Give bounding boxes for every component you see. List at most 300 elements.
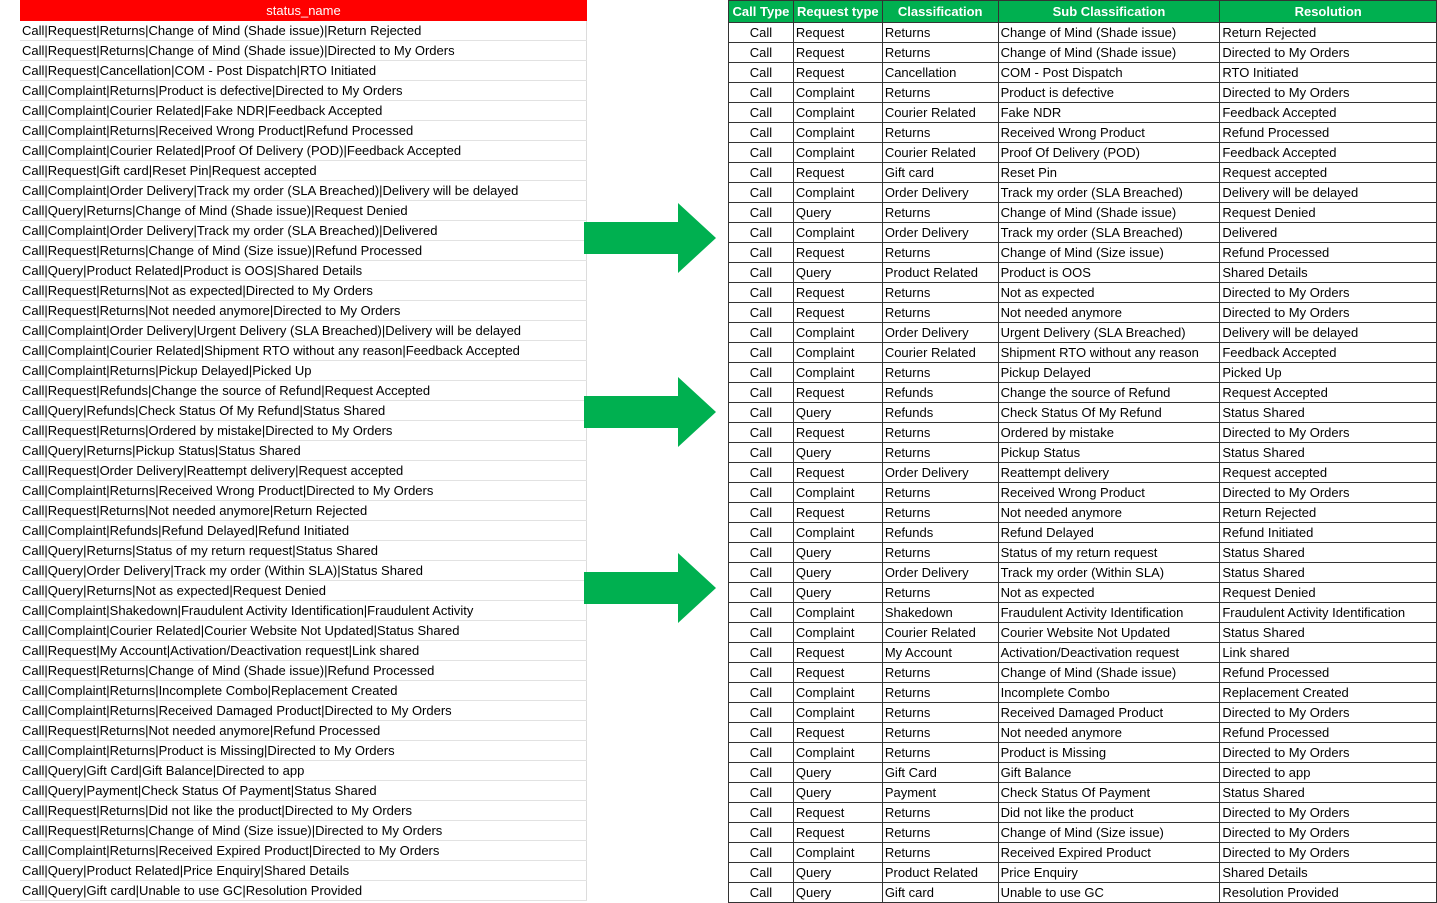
classification-cell[interactable]: Returns bbox=[882, 703, 998, 723]
classification-cell[interactable]: Returns bbox=[882, 303, 998, 323]
resolution-cell[interactable]: Status Shared bbox=[1220, 543, 1437, 563]
call-type-cell[interactable]: Call bbox=[729, 383, 794, 403]
resolution-cell[interactable]: Request Accepted bbox=[1220, 383, 1437, 403]
request-type-cell[interactable]: Request bbox=[793, 503, 882, 523]
sub-classification-cell[interactable]: Not needed anymore bbox=[998, 723, 1220, 743]
table-row bbox=[729, 643, 1437, 663]
classification-cell[interactable]: Gift card bbox=[882, 163, 998, 183]
status-name-cell[interactable]: Call|Query|Gift Card|Gift Balance|Directed to app bbox=[20, 761, 587, 781]
sub-classification-cell[interactable]: Proof Of Delivery (POD) bbox=[998, 143, 1220, 163]
table-row bbox=[729, 103, 1437, 123]
classification-cell[interactable]: Returns bbox=[882, 543, 998, 563]
call-type-cell[interactable]: Call bbox=[729, 63, 794, 83]
request-type-cell[interactable]: Complaint bbox=[793, 103, 882, 123]
classification-cell[interactable]: Refunds bbox=[882, 403, 998, 423]
request-type-cell[interactable]: Request bbox=[793, 723, 882, 743]
sub-classification-cell[interactable]: Change of Mind (Shade issue) bbox=[998, 663, 1220, 683]
status-name-cell[interactable]: Call|Request|Order Delivery|Reattempt delivery|Request accepted bbox=[20, 461, 587, 481]
resolution-cell[interactable]: Shared Details bbox=[1220, 863, 1437, 883]
status-name-cell[interactable]: Call|Complaint|Refunds|Refund Delayed|Refund Initiated bbox=[20, 521, 587, 541]
status-name-cell[interactable]: Call|Complaint|Courier Related|Proof Of Delivery (POD)|Feedback Accepted bbox=[20, 141, 587, 161]
resolution-cell[interactable]: Request Denied bbox=[1220, 203, 1437, 223]
call-type-cell[interactable]: Call bbox=[729, 343, 794, 363]
resolution-cell[interactable]: Directed to My Orders bbox=[1220, 703, 1437, 723]
call-type-cell[interactable]: Call bbox=[729, 583, 794, 603]
resolution-cell[interactable]: Return Rejected bbox=[1220, 23, 1437, 43]
call-type-cell[interactable]: Call bbox=[729, 563, 794, 583]
table-body bbox=[729, 23, 1437, 903]
request-type-cell[interactable]: Request bbox=[793, 163, 882, 183]
call-type-cell[interactable]: Call bbox=[729, 503, 794, 523]
classification-cell[interactable]: Order Delivery bbox=[882, 223, 998, 243]
resolution-cell[interactable]: Request accepted bbox=[1220, 463, 1437, 483]
request-type-cell[interactable]: Query bbox=[793, 263, 882, 283]
status-name-cell[interactable]: Call|Complaint|Returns|Received Wrong Product|Directed to My Orders bbox=[20, 481, 587, 501]
status-name-cell[interactable]: Call|Complaint|Returns|Incomplete Combo|Replacement Created bbox=[20, 681, 587, 701]
status-name-cell[interactable]: Call|Complaint|Returns|Product is Missing|Directed to My Orders bbox=[20, 741, 587, 761]
resolution-cell[interactable]: Request accepted bbox=[1220, 163, 1437, 183]
request-type-cell[interactable]: Query bbox=[793, 563, 882, 583]
status-name-cell[interactable]: Call|Request|Returns|Not needed anymore|Refund Processed bbox=[20, 721, 587, 741]
request-type-cell[interactable]: Query bbox=[793, 443, 882, 463]
sub-classification-cell[interactable]: Received Wrong Product bbox=[998, 123, 1220, 143]
resolution-cell[interactable]: Directed to My Orders bbox=[1220, 303, 1437, 323]
call-type-cell[interactable]: Call bbox=[729, 803, 794, 823]
classification-cell[interactable]: Returns bbox=[882, 123, 998, 143]
request-type-cell[interactable]: Request bbox=[793, 823, 882, 843]
classification-cell[interactable]: Order Delivery bbox=[882, 183, 998, 203]
classification-cell[interactable]: Refunds bbox=[882, 523, 998, 543]
classification-cell[interactable]: Returns bbox=[882, 43, 998, 63]
classification-cell[interactable]: Returns bbox=[882, 203, 998, 223]
call-type-cell[interactable]: Call bbox=[729, 323, 794, 343]
sub-classification-cell[interactable]: Received Damaged Product bbox=[998, 703, 1220, 723]
call-type-cell[interactable]: Call bbox=[729, 403, 794, 423]
sub-classification-cell[interactable]: Shipment RTO without any reason bbox=[998, 343, 1220, 363]
call-type-cell[interactable]: Call bbox=[729, 223, 794, 243]
header-classification[interactable]: Classification bbox=[882, 1, 998, 23]
request-type-cell[interactable]: Request bbox=[793, 303, 882, 323]
table-row bbox=[729, 763, 1437, 783]
call-type-cell[interactable]: Call bbox=[729, 603, 794, 623]
resolution-cell[interactable]: Feedback Accepted bbox=[1220, 343, 1437, 363]
sub-classification-cell[interactable]: Pickup Status bbox=[998, 443, 1220, 463]
call-type-cell[interactable]: Call bbox=[729, 863, 794, 883]
status-name-cell[interactable]: Call|Query|Returns|Status of my return request|Status Shared bbox=[20, 541, 587, 561]
classification-cell[interactable]: My Account bbox=[882, 643, 998, 663]
status-name-cell[interactable]: Call|Complaint|Courier Related|Courier Website Not Updated|Status Shared bbox=[20, 621, 587, 641]
call-type-cell[interactable]: Call bbox=[729, 823, 794, 843]
status-name-cell[interactable]: Call|Request|Refunds|Change the source of Refund|Request Accepted bbox=[20, 381, 587, 401]
table-row bbox=[729, 603, 1437, 623]
sub-classification-cell[interactable]: Ordered by mistake bbox=[998, 423, 1220, 443]
call-type-cell[interactable]: Call bbox=[729, 543, 794, 563]
status-name-cell[interactable]: Call|Query|Returns|Not as expected|Request Denied bbox=[20, 581, 587, 601]
classification-cell[interactable]: Returns bbox=[882, 23, 998, 43]
status-name-cell[interactable]: Call|Request|Returns|Change of Mind (Shade issue)|Directed to My Orders bbox=[20, 41, 587, 61]
sub-classification-cell[interactable]: Incomplete Combo bbox=[998, 683, 1220, 703]
request-type-cell[interactable]: Query bbox=[793, 763, 882, 783]
sub-classification-cell[interactable]: Track my order (Within SLA) bbox=[998, 563, 1220, 583]
resolution-cell[interactable]: Resolution Provided bbox=[1220, 883, 1437, 903]
call-type-cell[interactable]: Call bbox=[729, 123, 794, 143]
call-type-cell[interactable]: Call bbox=[729, 843, 794, 863]
resolution-cell[interactable]: Delivered bbox=[1220, 223, 1437, 243]
call-type-cell[interactable]: Call bbox=[729, 523, 794, 543]
classification-cell[interactable]: Courier Related bbox=[882, 143, 998, 163]
classification-cell[interactable]: Payment bbox=[882, 783, 998, 803]
request-type-cell[interactable]: Complaint bbox=[793, 683, 882, 703]
sub-classification-cell[interactable]: Not as expected bbox=[998, 583, 1220, 603]
table-row bbox=[729, 843, 1437, 863]
classification-cell[interactable]: Gift Card bbox=[882, 763, 998, 783]
call-type-cell[interactable]: Call bbox=[729, 203, 794, 223]
resolution-cell[interactable]: Refund Processed bbox=[1220, 243, 1437, 263]
request-type-cell[interactable]: Complaint bbox=[793, 483, 882, 503]
status-name-cell[interactable]: Call|Query|Returns|Change of Mind (Shade issue)|Request Denied bbox=[20, 201, 587, 221]
call-type-cell[interactable]: Call bbox=[729, 783, 794, 803]
status-name-cell[interactable]: Call|Request|Returns|Change of Mind (Size issue)|Directed to My Orders bbox=[20, 821, 587, 841]
request-type-cell[interactable]: Complaint bbox=[793, 323, 882, 343]
classification-cell[interactable]: Product Related bbox=[882, 263, 998, 283]
table-row bbox=[729, 303, 1437, 323]
call-type-cell[interactable]: Call bbox=[729, 763, 794, 783]
classification-cell[interactable]: Returns bbox=[882, 663, 998, 683]
header-sub-classification[interactable]: Sub Classification bbox=[998, 1, 1220, 23]
call-type-cell[interactable]: Call bbox=[729, 463, 794, 483]
call-type-cell[interactable]: Call bbox=[729, 283, 794, 303]
status-name-cell[interactable]: Call|Request|Gift card|Reset Pin|Request accepted bbox=[20, 161, 587, 181]
request-type-cell[interactable]: Complaint bbox=[793, 843, 882, 863]
sub-classification-cell[interactable]: Fake NDR bbox=[998, 103, 1220, 123]
status-name-cell[interactable]: Call|Complaint|Order Delivery|Urgent Delivery (SLA Breached)|Delivery will be delayed bbox=[20, 321, 587, 341]
header-request-type[interactable]: Request type bbox=[793, 1, 882, 23]
call-type-cell[interactable]: Call bbox=[729, 103, 794, 123]
status-name-cell[interactable]: Call|Complaint|Returns|Product is defective|Directed to My Orders bbox=[20, 81, 587, 101]
classification-cell[interactable]: Returns bbox=[882, 363, 998, 383]
resolution-cell[interactable]: Fraudulent Activity Identification bbox=[1220, 603, 1437, 623]
call-type-cell[interactable]: Call bbox=[729, 663, 794, 683]
sub-classification-cell[interactable]: Check Status Of Payment bbox=[998, 783, 1220, 803]
classification-cell[interactable]: Returns bbox=[882, 723, 998, 743]
classification-cell[interactable]: Returns bbox=[882, 443, 998, 463]
arrow-right-icon bbox=[584, 553, 718, 623]
resolution-cell[interactable]: Status Shared bbox=[1220, 623, 1437, 643]
sub-classification-cell[interactable]: Change the source of Refund bbox=[998, 383, 1220, 403]
status-name-cell[interactable]: Call|Query|Returns|Pickup Status|Status Shared bbox=[20, 441, 587, 461]
header-call-type[interactable]: Call Type bbox=[729, 1, 794, 23]
classification-cell[interactable]: Returns bbox=[882, 803, 998, 823]
sub-classification-cell[interactable]: Product is Missing bbox=[998, 743, 1220, 763]
call-type-cell[interactable]: Call bbox=[729, 623, 794, 643]
request-type-cell[interactable]: Request bbox=[793, 243, 882, 263]
request-type-cell[interactable]: Query bbox=[793, 783, 882, 803]
request-type-cell[interactable]: Request bbox=[793, 383, 882, 403]
classification-cell[interactable]: Returns bbox=[882, 823, 998, 843]
sub-classification-cell[interactable]: Product is defective bbox=[998, 83, 1220, 103]
call-type-cell[interactable]: Call bbox=[729, 643, 794, 663]
resolution-cell[interactable]: RTO Initiated bbox=[1220, 63, 1437, 83]
request-type-cell[interactable]: Complaint bbox=[793, 743, 882, 763]
table-row bbox=[729, 623, 1437, 643]
call-type-cell[interactable]: Call bbox=[729, 683, 794, 703]
request-type-cell[interactable]: Complaint bbox=[793, 603, 882, 623]
sub-classification-cell[interactable]: Not needed anymore bbox=[998, 503, 1220, 523]
resolution-cell[interactable]: Request Denied bbox=[1220, 583, 1437, 603]
classification-cell[interactable]: Gift card bbox=[882, 883, 998, 903]
table-row bbox=[729, 163, 1437, 183]
table-row bbox=[729, 483, 1437, 503]
request-type-cell[interactable]: Complaint bbox=[793, 143, 882, 163]
request-type-cell[interactable]: Request bbox=[793, 463, 882, 483]
resolution-cell[interactable]: Directed to My Orders bbox=[1220, 483, 1437, 503]
resolution-cell[interactable]: Delivery will be delayed bbox=[1220, 183, 1437, 203]
status-name-cell[interactable]: Call|Complaint|Shakedown|Fraudulent Activity Identification|Fraudulent Activity bbox=[20, 601, 587, 621]
resolution-cell[interactable]: Status Shared bbox=[1220, 403, 1437, 423]
call-type-cell[interactable]: Call bbox=[729, 363, 794, 383]
request-type-cell[interactable]: Request bbox=[793, 803, 882, 823]
request-type-cell[interactable]: Complaint bbox=[793, 523, 882, 543]
request-type-cell[interactable]: Query bbox=[793, 543, 882, 563]
resolution-cell[interactable]: Refund Processed bbox=[1220, 723, 1437, 743]
call-type-cell[interactable]: Call bbox=[729, 243, 794, 263]
classification-cell[interactable]: Returns bbox=[882, 83, 998, 103]
request-type-cell[interactable]: Complaint bbox=[793, 363, 882, 383]
table-row bbox=[729, 283, 1437, 303]
classification-cell[interactable]: Refunds bbox=[882, 383, 998, 403]
classification-cell[interactable]: Product Related bbox=[882, 863, 998, 883]
sub-classification-cell[interactable]: Not as expected bbox=[998, 283, 1220, 303]
call-type-cell[interactable]: Call bbox=[729, 23, 794, 43]
sub-classification-cell[interactable]: Track my order (SLA Breached) bbox=[998, 223, 1220, 243]
request-type-cell[interactable]: Request bbox=[793, 643, 882, 663]
table-row bbox=[729, 403, 1437, 423]
classification-cell[interactable]: Returns bbox=[882, 243, 998, 263]
request-type-cell[interactable]: Request bbox=[793, 663, 882, 683]
status-name-cell[interactable]: Call|Query|Product Related|Price Enquiry|Shared Details bbox=[20, 861, 587, 881]
sub-classification-cell[interactable]: Unable to use GC bbox=[998, 883, 1220, 903]
resolution-cell[interactable]: Directed to app bbox=[1220, 763, 1437, 783]
call-type-cell[interactable]: Call bbox=[729, 423, 794, 443]
status-name-cell[interactable]: Call|Complaint|Courier Related|Shipment RTO without any reason|Feedback Accepted bbox=[20, 341, 587, 361]
call-type-cell[interactable]: Call bbox=[729, 143, 794, 163]
sub-classification-cell[interactable]: Pickup Delayed bbox=[998, 363, 1220, 383]
sub-classification-cell[interactable]: Track my order (SLA Breached) bbox=[998, 183, 1220, 203]
resolution-cell[interactable]: Directed to My Orders bbox=[1220, 83, 1437, 103]
table-row bbox=[729, 243, 1437, 263]
table-row bbox=[729, 863, 1437, 883]
request-type-cell[interactable]: Complaint bbox=[793, 123, 882, 143]
request-type-cell[interactable]: Complaint bbox=[793, 83, 882, 103]
table-row bbox=[729, 383, 1437, 403]
request-type-cell[interactable]: Query bbox=[793, 863, 882, 883]
status-name-cell[interactable]: Call|Query|Product Related|Product is OOS|Shared Details bbox=[20, 261, 587, 281]
call-type-cell[interactable]: Call bbox=[729, 303, 794, 323]
status-name-cell[interactable]: Call|Request|Returns|Change of Mind (Size issue)|Refund Processed bbox=[20, 241, 587, 261]
status-name-cell[interactable]: Call|Complaint|Order Delivery|Track my order (SLA Breached)|Delivered bbox=[20, 221, 587, 241]
resolution-cell[interactable]: Directed to My Orders bbox=[1220, 823, 1437, 843]
request-type-cell[interactable]: Query bbox=[793, 583, 882, 603]
classification-cell[interactable]: Returns bbox=[882, 423, 998, 443]
header-resolution[interactable]: Resolution bbox=[1220, 1, 1437, 23]
resolution-cell[interactable]: Refund Processed bbox=[1220, 123, 1437, 143]
resolution-cell[interactable]: Directed to My Orders bbox=[1220, 423, 1437, 443]
sub-classification-cell[interactable]: Change of Mind (Shade issue) bbox=[998, 43, 1220, 63]
classification-cell[interactable]: Cancellation bbox=[882, 63, 998, 83]
table-row bbox=[729, 183, 1437, 203]
request-type-cell[interactable]: Request bbox=[793, 23, 882, 43]
resolution-cell[interactable]: Link shared bbox=[1220, 643, 1437, 663]
sub-classification-cell[interactable]: Fraudulent Activity Identification bbox=[998, 603, 1220, 623]
status-name-cell[interactable]: Call|Complaint|Returns|Received Damaged Product|Directed to My Orders bbox=[20, 701, 587, 721]
table-row bbox=[729, 883, 1437, 903]
request-type-cell[interactable]: Request bbox=[793, 43, 882, 63]
request-type-cell[interactable]: Complaint bbox=[793, 703, 882, 723]
classification-cell[interactable]: Returns bbox=[882, 743, 998, 763]
request-type-cell[interactable]: Complaint bbox=[793, 623, 882, 643]
sub-classification-cell[interactable]: Activation/Deactivation request bbox=[998, 643, 1220, 663]
sub-classification-cell[interactable]: Change of Mind (Size issue) bbox=[998, 823, 1220, 843]
classification-cell[interactable]: Courier Related bbox=[882, 343, 998, 363]
table-row bbox=[729, 23, 1437, 43]
call-type-cell[interactable]: Call bbox=[729, 723, 794, 743]
classification-cell[interactable]: Courier Related bbox=[882, 103, 998, 123]
resolution-cell[interactable]: Directed to My Orders bbox=[1220, 283, 1437, 303]
status-name-cell[interactable]: Call|Complaint|Courier Related|Fake NDR|Feedback Accepted bbox=[20, 101, 587, 121]
status-name-cell[interactable]: Call|Complaint|Returns|Received Expired Product|Directed to My Orders bbox=[20, 841, 587, 861]
sub-classification-cell[interactable]: Urgent Delivery (SLA Breached) bbox=[998, 323, 1220, 343]
table-row bbox=[729, 343, 1437, 363]
status-name-cell[interactable]: Call|Request|Returns|Not needed anymore|Return Rejected bbox=[20, 501, 587, 521]
resolution-cell[interactable]: Feedback Accepted bbox=[1220, 143, 1437, 163]
resolution-cell[interactable]: Status Shared bbox=[1220, 783, 1437, 803]
status-name-cell[interactable]: Call|Request|Returns|Ordered by mistake|Directed to My Orders bbox=[20, 421, 587, 441]
resolution-cell[interactable]: Directed to My Orders bbox=[1220, 803, 1437, 823]
sub-classification-cell[interactable]: Reattempt delivery bbox=[998, 463, 1220, 483]
classification-cell[interactable]: Shakedown bbox=[882, 603, 998, 623]
table-row bbox=[729, 743, 1437, 763]
sub-classification-cell[interactable]: Change of Mind (Shade issue) bbox=[998, 203, 1220, 223]
sub-classification-cell[interactable]: Received Expired Product bbox=[998, 843, 1220, 863]
call-type-cell[interactable]: Call bbox=[729, 163, 794, 183]
request-type-cell[interactable]: Request bbox=[793, 283, 882, 303]
status-name-cell[interactable]: Call|Request|Returns|Not needed anymore|Directed to My Orders bbox=[20, 301, 587, 321]
table-row bbox=[729, 323, 1437, 343]
resolution-cell[interactable]: Shared Details bbox=[1220, 263, 1437, 283]
resolution-cell[interactable]: Directed to My Orders bbox=[1220, 843, 1437, 863]
classification-cell[interactable]: Order Delivery bbox=[882, 323, 998, 343]
classification-cell[interactable]: Order Delivery bbox=[882, 563, 998, 583]
status-name-header[interactable]: status_name bbox=[20, 0, 587, 21]
classification-cell[interactable]: Returns bbox=[882, 483, 998, 503]
status-name-cell[interactable]: Call|Request|Returns|Change of Mind (Shade issue)|Refund Processed bbox=[20, 661, 587, 681]
sub-classification-cell[interactable]: Change of Mind (Shade issue) bbox=[998, 23, 1220, 43]
sub-classification-cell[interactable]: Received Wrong Product bbox=[998, 483, 1220, 503]
resolution-cell[interactable]: Refund Initiated bbox=[1220, 523, 1437, 543]
arrow-right-icon bbox=[584, 377, 718, 447]
sub-classification-cell[interactable]: COM - Post Dispatch bbox=[998, 63, 1220, 83]
status-name-cell[interactable]: Call|Query|Payment|Check Status Of Payment|Status Shared bbox=[20, 781, 587, 801]
classification-cell[interactable]: Returns bbox=[882, 283, 998, 303]
request-type-cell[interactable]: Query bbox=[793, 203, 882, 223]
request-type-cell[interactable]: Query bbox=[793, 883, 882, 903]
call-type-cell[interactable]: Call bbox=[729, 703, 794, 723]
status-name-cell[interactable]: Call|Query|Order Delivery|Track my order (Within SLA)|Status Shared bbox=[20, 561, 587, 581]
sub-classification-cell[interactable]: Change of Mind (Size issue) bbox=[998, 243, 1220, 263]
sub-classification-cell[interactable]: Reset Pin bbox=[998, 163, 1220, 183]
sub-classification-cell[interactable]: Status of my return request bbox=[998, 543, 1220, 563]
status-name-cell[interactable]: Call|Query|Refunds|Check Status Of My Refund|Status Shared bbox=[20, 401, 587, 421]
classification-cell[interactable]: Returns bbox=[882, 503, 998, 523]
sub-classification-cell[interactable]: Courier Website Not Updated bbox=[998, 623, 1220, 643]
classification-cell[interactable]: Returns bbox=[882, 683, 998, 703]
sub-classification-cell[interactable]: Refund Delayed bbox=[998, 523, 1220, 543]
resolution-cell[interactable]: Picked Up bbox=[1220, 363, 1437, 383]
table-row bbox=[729, 823, 1437, 843]
status-name-cell[interactable]: Call|Request|Returns|Change of Mind (Shade issue)|Return Rejected bbox=[20, 21, 587, 41]
sub-classification-cell[interactable]: Product is OOS bbox=[998, 263, 1220, 283]
resolution-cell[interactable]: Replacement Created bbox=[1220, 683, 1437, 703]
call-type-cell[interactable]: Call bbox=[729, 183, 794, 203]
call-type-cell[interactable]: Call bbox=[729, 483, 794, 503]
call-type-cell[interactable]: Call bbox=[729, 83, 794, 103]
call-type-cell[interactable]: Call bbox=[729, 883, 794, 903]
status-name-cell[interactable]: Call|Request|Cancellation|COM - Post Dispatch|RTO Initiated bbox=[20, 61, 587, 81]
table-row bbox=[729, 563, 1437, 583]
classification-cell[interactable]: Courier Related bbox=[882, 623, 998, 643]
sub-classification-cell[interactable]: Gift Balance bbox=[998, 763, 1220, 783]
table-row bbox=[729, 63, 1437, 83]
table-row bbox=[729, 203, 1437, 223]
status-name-cell[interactable]: Call|Complaint|Order Delivery|Track my order (SLA Breached)|Delivery will be delayed bbox=[20, 181, 587, 201]
sub-classification-cell[interactable]: Price Enquiry bbox=[998, 863, 1220, 883]
classification-cell[interactable]: Returns bbox=[882, 583, 998, 603]
sub-classification-cell[interactable]: Not needed anymore bbox=[998, 303, 1220, 323]
call-type-cell[interactable]: Call bbox=[729, 743, 794, 763]
resolution-cell[interactable]: Directed to My Orders bbox=[1220, 43, 1437, 63]
request-type-cell[interactable]: Complaint bbox=[793, 223, 882, 243]
request-type-cell[interactable]: Complaint bbox=[793, 183, 882, 203]
call-type-cell[interactable]: Call bbox=[729, 443, 794, 463]
status-name-cell[interactable]: Call|Request|My Account|Activation/Deactivation request|Link shared bbox=[20, 641, 587, 661]
resolution-cell[interactable]: Delivery will be delayed bbox=[1220, 323, 1437, 343]
status-name-cell[interactable]: Call|Complaint|Returns|Received Wrong Product|Refund Processed bbox=[20, 121, 587, 141]
resolution-cell[interactable]: Directed to My Orders bbox=[1220, 743, 1437, 763]
sub-classification-cell[interactable]: Check Status Of My Refund bbox=[998, 403, 1220, 423]
request-type-cell[interactable]: Request bbox=[793, 63, 882, 83]
resolution-cell[interactable]: Feedback Accepted bbox=[1220, 103, 1437, 123]
resolution-cell[interactable]: Return Rejected bbox=[1220, 503, 1437, 523]
resolution-cell[interactable]: Status Shared bbox=[1220, 563, 1437, 583]
table-row bbox=[729, 443, 1437, 463]
status-name-cell[interactable]: Call|Request|Returns|Did not like the product|Directed to My Orders bbox=[20, 801, 587, 821]
call-type-cell[interactable]: Call bbox=[729, 43, 794, 63]
sub-classification-cell[interactable]: Did not like the product bbox=[998, 803, 1220, 823]
request-type-cell[interactable]: Query bbox=[793, 403, 882, 423]
table-row bbox=[729, 543, 1437, 563]
call-type-cell[interactable]: Call bbox=[729, 263, 794, 283]
request-type-cell[interactable]: Request bbox=[793, 423, 882, 443]
request-type-cell[interactable]: Complaint bbox=[793, 343, 882, 363]
status-name-cell[interactable]: Call|Request|Returns|Not as expected|Directed to My Orders bbox=[20, 281, 587, 301]
classification-cell[interactable]: Order Delivery bbox=[882, 463, 998, 483]
status-name-cell[interactable]: Call|Query|Gift card|Unable to use GC|Resolution Provided bbox=[20, 881, 587, 901]
status-name-column bbox=[20, 0, 587, 901]
status-name-cell[interactable]: Call|Complaint|Returns|Pickup Delayed|Picked Up bbox=[20, 361, 587, 381]
resolution-cell[interactable]: Status Shared bbox=[1220, 443, 1437, 463]
resolution-cell[interactable]: Refund Processed bbox=[1220, 663, 1437, 683]
classification-cell[interactable]: Returns bbox=[882, 843, 998, 863]
